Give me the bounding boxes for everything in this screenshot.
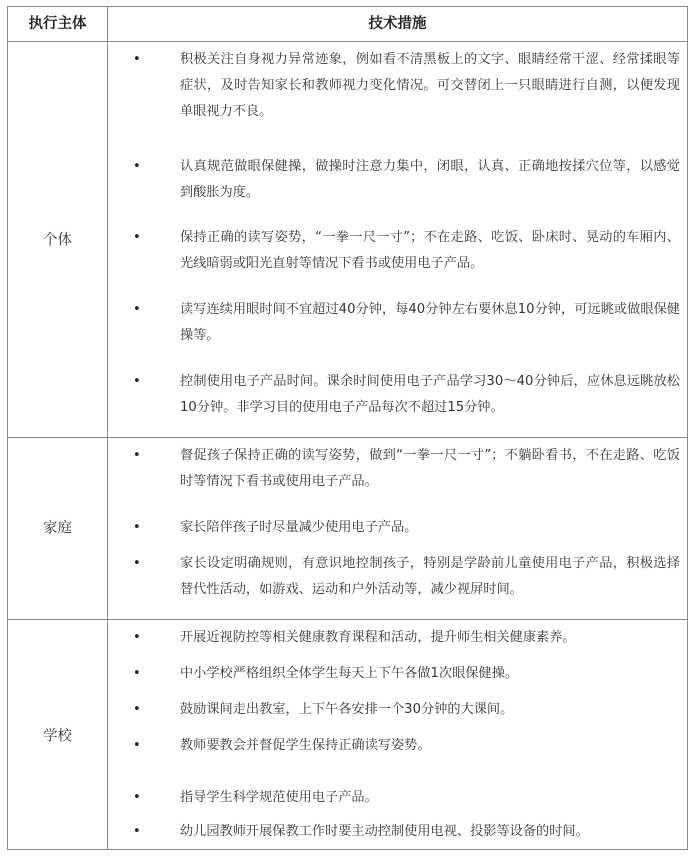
bullet: • — [133, 52, 141, 67]
item-text: 督促孩子保持正确的读写姿势，做到“一拳一尺一寸”；不躺卧看书，不在走路、吃饭时等情况下看书或使用电子产品。 — [180, 448, 680, 489]
bullet: • — [133, 448, 141, 463]
header-divider — [8, 41, 687, 42]
bullet: • — [133, 159, 141, 174]
header-measures: 技术措施 — [368, 16, 427, 32]
bullet: • — [133, 556, 141, 571]
bullet: • — [133, 520, 141, 535]
item-text: 读写连续用眼时间不宜超过40分钟，每40分钟左右要休息10分钟，可远眺或做眼保健操等。 — [180, 302, 680, 343]
item-text: 中小学校严格组织全体学生每天上下午各做1次眼保健操。 — [180, 666, 519, 681]
bullet: • — [133, 374, 141, 389]
item-text: 指导学生科学规范使用电子产品。 — [180, 790, 378, 805]
bullet: • — [133, 666, 141, 681]
item-text: 认真规范做眼保健操，做操时注意力集中，闭眼，认真、正确地按揉穴位等，以感觉到酸胀为度。 — [180, 159, 680, 200]
bullet: • — [133, 630, 141, 645]
row-divider-2 — [8, 619, 687, 620]
row-subject-family: 家庭 — [43, 520, 72, 537]
item-text: 控制使用电子产品时间。课余时间使用电子产品学习30～40分钟后，应休息远眺放松10分钟。非学习目的使用电子产品每次不超过15分钟。 — [180, 374, 680, 415]
item-text: 幼儿园教师开展保教工作时要主动控制使用电视、投影等设备的时间。 — [180, 824, 589, 839]
item-text: 家长陪伴孩子时尽量减少使用电子产品。 — [180, 520, 418, 535]
item-text: 积极关注自身视力异常迹象，例如看不清黑板上的文字、眼睛经常干涩、经常揉眼等症状，及时告知家长和教师视力变化情况。可交替闭上一只眼睛进行自测，以便发现单眼视力不良。 — [180, 52, 680, 119]
measures-table — [7, 6, 688, 850]
item-text: 保持正确的读写姿势，“一拳一尺一寸”；不在走路、吃饭、卧床时、晃动的车厢内、光线暗弱或阳光直射等情况下看书或使用电子产品。 — [180, 230, 680, 271]
column-divider — [107, 7, 108, 849]
bullet: • — [133, 702, 141, 717]
item-text: 开展近视防控等相关健康教育课程和活动，提升师生相关健康素养。 — [180, 630, 576, 645]
bullet: • — [133, 824, 141, 839]
row-subject-school: 学校 — [43, 728, 72, 745]
header-subject: 执行主体 — [28, 16, 87, 32]
item-text: 鼓励课间走出教室，上下午各安排一个30分钟的大课间。 — [180, 702, 514, 717]
bullet: • — [133, 790, 141, 805]
bullet: • — [133, 230, 141, 245]
bullet: • — [133, 738, 141, 753]
row-subject-individual: 个体 — [43, 232, 72, 249]
bullet: • — [133, 302, 141, 317]
item-text: 教师要教会并督促学生保持正确读写姿势。 — [180, 738, 431, 753]
row-divider-1 — [8, 437, 687, 438]
item-text: 家长设定明确规则，有意识地控制孩子，特别是学龄前儿童使用电子产品，积极选择替代性活动，如游戏、运动和户外活动等，减少视屏时间。 — [180, 556, 680, 597]
